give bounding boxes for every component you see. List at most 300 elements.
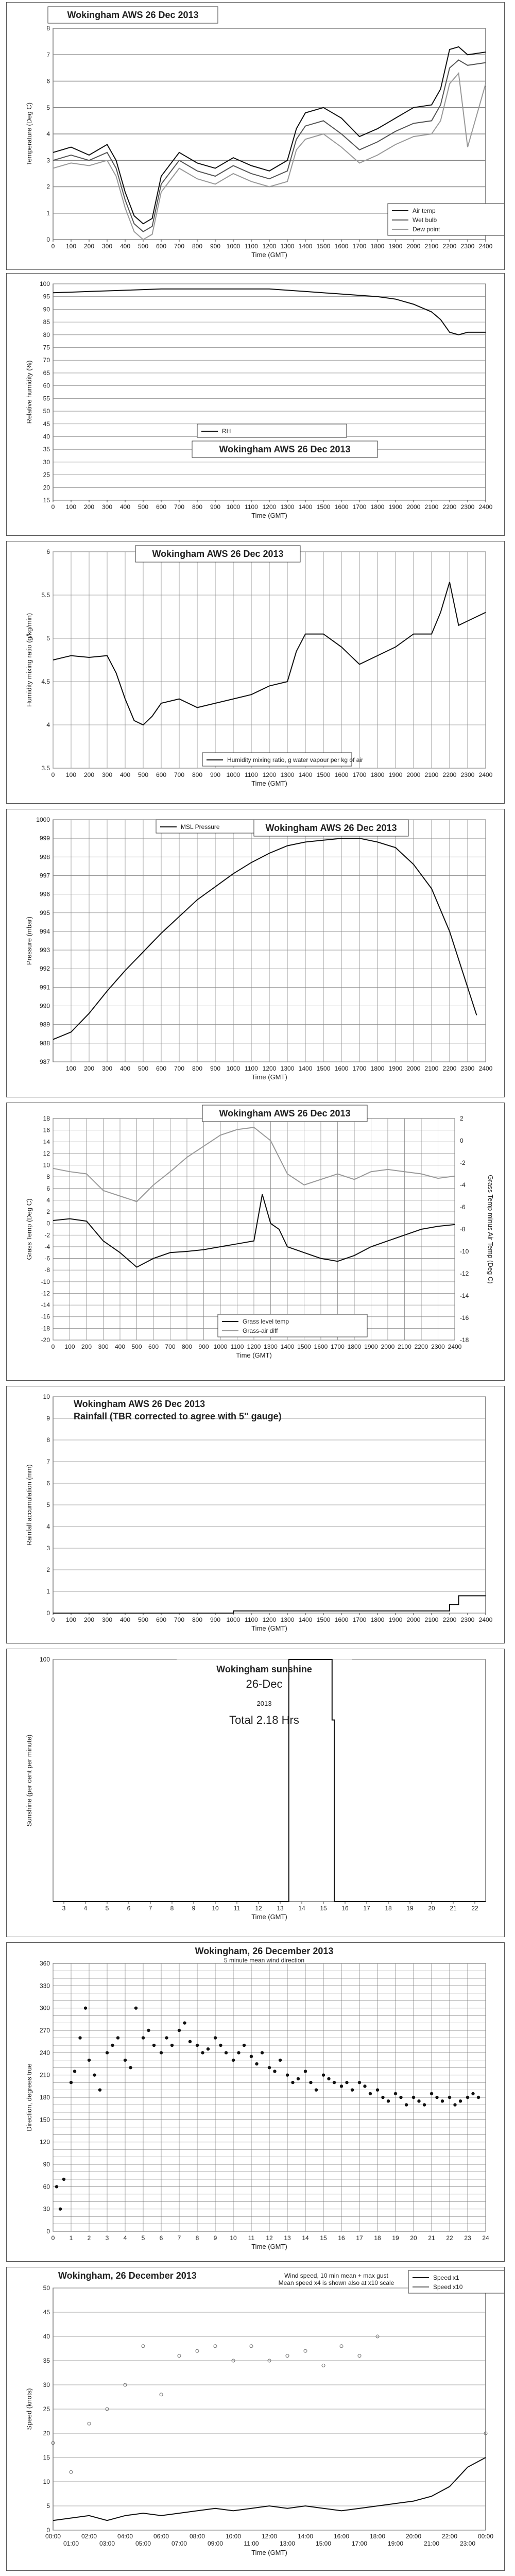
x-axis-label: Time (GMT) <box>251 251 287 259</box>
data-point <box>417 2099 420 2103</box>
y-tick-label: 4 <box>46 130 50 138</box>
legend-label: Dew point <box>413 226 440 233</box>
y-tick-label: 55 <box>43 395 50 402</box>
x-axis-label: Time (GMT) <box>251 1624 287 1632</box>
y-tick-label: 989 <box>39 1021 50 1028</box>
x-tick-label: 1000 <box>226 243 241 250</box>
y-tick-label: 6 <box>46 1184 50 1192</box>
data-point <box>214 2036 217 2039</box>
x-tick-label: 15:00 <box>315 2540 332 2547</box>
y-tick-label: 993 <box>39 946 50 954</box>
y2-tick-label: 2 <box>460 1115 464 1122</box>
x-tick-label: 16:00 <box>333 2533 350 2540</box>
legend-label: MSL Pressure <box>181 823 220 831</box>
x-tick-label: 16 <box>341 1905 349 1912</box>
x-tick-label: 3 <box>62 1905 66 1912</box>
x-tick-label: 0 <box>51 2234 55 2242</box>
legend-label: Speed x10 <box>433 2283 463 2291</box>
x-tick-label: 300 <box>101 243 113 250</box>
x-tick-label: 20 <box>428 1905 435 1912</box>
data-point <box>73 2070 76 2073</box>
x-tick-label: 13 <box>284 2234 291 2242</box>
data-point <box>207 2047 210 2050</box>
x-tick-label: 1300 <box>280 503 295 511</box>
x-tick-label: 2400 <box>478 1616 493 1623</box>
x-tick-label: 12 <box>266 2234 273 2242</box>
chart-title: Wokingham AWS 26 Dec 2013 <box>219 1108 351 1118</box>
y-tick-label: 5 <box>46 1501 50 1509</box>
data-point <box>268 2066 271 2069</box>
y-tick-label: 7 <box>46 51 50 59</box>
x-tick-label: 0 <box>51 243 55 250</box>
x-tick-label: 100 <box>64 1343 75 1350</box>
x-tick-label: 800 <box>192 771 203 778</box>
legend-box <box>197 424 347 437</box>
x-tick-label: 17 <box>356 2234 363 2242</box>
y2-tick-label: -6 <box>460 1204 466 1211</box>
mixing-ratio-chart <box>7 541 504 803</box>
y-tick-label: 20 <box>43 484 50 492</box>
x-axis-label: Time (GMT) <box>251 1913 287 1921</box>
data-point <box>88 2059 91 2062</box>
x-tick-label: 900 <box>198 1343 209 1350</box>
x-tick-label: 1100 <box>245 771 258 778</box>
y-tick-label: 16 <box>43 1126 50 1134</box>
data-point <box>286 2073 289 2076</box>
data-point <box>394 2092 397 2095</box>
x-tick-label: 1800 <box>370 1065 385 1072</box>
x-tick-label: 13:00 <box>279 2540 296 2547</box>
data-point <box>250 2055 253 2058</box>
x-tick-label: 15 <box>320 2234 327 2242</box>
y-tick-label: 6 <box>46 548 50 555</box>
data-point <box>225 2051 228 2054</box>
x-tick-label: 11 <box>233 1905 241 1912</box>
x-tick-label: 400 <box>119 503 131 511</box>
x-tick-label: 24 <box>482 2234 489 2242</box>
x-tick-label: 1600 <box>334 1065 349 1072</box>
pressure-chart-panel <box>6 809 505 1097</box>
x-tick-label: 600 <box>156 1065 167 1072</box>
x-tick-label: 5 <box>105 1905 109 1912</box>
x-tick-label: 600 <box>156 771 167 778</box>
x-axis-label: Time (GMT) <box>251 779 287 787</box>
x-tick-label: 20:00 <box>405 2533 422 2540</box>
x-tick-label: 10:00 <box>225 2533 242 2540</box>
x-tick-label: 200 <box>83 771 95 778</box>
x-tick-label: 1 <box>69 2234 73 2242</box>
x-tick-label: 2300 <box>431 1343 445 1350</box>
x-tick-label: 19 <box>406 1905 414 1912</box>
data-point <box>55 2185 58 2188</box>
x-axis-label: Time (GMT) <box>251 2243 287 2250</box>
data-point <box>309 2081 312 2084</box>
y2-tick-label: -2 <box>460 1159 466 1166</box>
x-tick-label: 2200 <box>442 771 457 778</box>
x-tick-label: 100 <box>65 1065 77 1072</box>
x-tick-label: 700 <box>165 1343 176 1350</box>
x-tick-label: 1300 <box>264 1343 278 1350</box>
x-tick-label: 23 <box>464 2234 471 2242</box>
x-tick-label: 19:00 <box>387 2540 404 2547</box>
y-tick-label: 4.5 <box>41 678 50 685</box>
data-point <box>93 2073 96 2076</box>
y-tick-label: 60 <box>43 382 50 389</box>
y-axis-label: Grass Temp (Deg C) <box>25 1198 33 1260</box>
x-tick-label: 500 <box>138 1065 149 1072</box>
x-tick-label: 1400 <box>298 503 313 511</box>
y-tick-label: 240 <box>39 2049 50 2057</box>
x-tick-label: 2000 <box>406 503 421 511</box>
x-tick-label: 1000 <box>226 771 241 778</box>
data-point <box>387 2099 390 2103</box>
data-point <box>84 2006 87 2009</box>
y-tick-label: 5 <box>46 104 50 111</box>
x-tick-label: 1400 <box>298 243 313 250</box>
y2-tick-label: -8 <box>460 1226 466 1233</box>
y-tick-label: 0 <box>46 2527 50 2534</box>
x-tick-label: 400 <box>119 1065 131 1072</box>
x-tick-label: 16 <box>338 2234 345 2242</box>
y-axis-label: Rainfall accumulation (mm) <box>25 1464 33 1546</box>
x-tick-label: 200 <box>83 503 95 511</box>
legend-label: Grass-air diff <box>243 1327 278 1334</box>
x-tick-label: 2100 <box>424 1616 439 1623</box>
y-tick-label: 996 <box>39 890 50 898</box>
x-tick-label: 1800 <box>370 503 385 511</box>
x-tick-label: 2000 <box>406 771 421 778</box>
x-tick-label: 04:00 <box>117 2533 133 2540</box>
x-tick-label: 1300 <box>280 1065 295 1072</box>
y-tick-label: -16 <box>41 1313 50 1320</box>
data-point <box>345 2081 348 2084</box>
data-point <box>471 2092 474 2095</box>
humidity-chart-panel <box>6 273 505 536</box>
x-tick-label: 01:00 <box>63 2540 79 2547</box>
legend-label: Wet bulb <box>413 216 437 224</box>
x-tick-label: 11 <box>248 2234 255 2242</box>
data-point <box>279 2059 282 2062</box>
data-point <box>59 2207 62 2210</box>
x-tick-label: 14:00 <box>297 2533 314 2540</box>
x-tick-label: 8 <box>195 2234 199 2242</box>
y-axis-label: Speed (knots) <box>25 2388 33 2430</box>
x-tick-label: 2000 <box>381 1343 395 1350</box>
x-tick-label: 1000 <box>213 1343 228 1350</box>
data-point <box>106 2051 109 2054</box>
data-point <box>466 2096 469 2099</box>
data-point <box>351 2088 354 2091</box>
legend-label: RH <box>222 428 231 435</box>
y-tick-label: 14 <box>43 1138 50 1146</box>
data-point <box>459 2099 462 2103</box>
x-tick-label: 2200 <box>442 243 457 250</box>
x-tick-label: 900 <box>210 1065 221 1072</box>
x-tick-label: 1100 <box>230 1343 244 1350</box>
x-tick-label: 200 <box>83 1616 95 1623</box>
x-tick-label: 1400 <box>280 1343 295 1350</box>
mixing-ratio-chart-panel <box>6 541 505 804</box>
x-tick-label: 11:00 <box>244 2540 259 2547</box>
x-tick-label: 1500 <box>316 1065 331 1072</box>
y-tick-label: 5.5 <box>41 591 50 599</box>
x-tick-label: 2200 <box>414 1343 428 1350</box>
pressure-chart <box>7 809 504 1097</box>
data-point <box>363 2084 366 2088</box>
y-tick-label: 1 <box>46 209 50 217</box>
x-tick-label: 09:00 <box>207 2540 224 2547</box>
data-point <box>273 2070 276 2073</box>
y-tick-label: 10 <box>43 1393 50 1400</box>
x-tick-label: 900 <box>210 771 221 778</box>
x-tick-label: 400 <box>119 771 131 778</box>
y-tick-label: 3 <box>46 157 50 164</box>
y-tick-label: -8 <box>44 1266 50 1274</box>
x-tick-label: 1600 <box>334 771 349 778</box>
x-tick-label: 800 <box>192 243 203 250</box>
wind-speed-chart-panel <box>6 2267 505 2571</box>
y-tick-label: 9 <box>46 1415 50 1422</box>
x-tick-label: 1800 <box>370 771 385 778</box>
data-point <box>232 2059 235 2062</box>
x-tick-label: 1800 <box>370 243 385 250</box>
data-point <box>70 2081 73 2084</box>
y-tick-label: 991 <box>39 984 50 991</box>
y-axis-label: Pressure (mbar) <box>25 917 33 965</box>
data-point <box>165 2036 168 2039</box>
wind-direction-chart-panel <box>6 1942 505 2262</box>
y-axis-label: Temperature (Deg C) <box>25 102 33 166</box>
y-tick-label: 25 <box>43 2405 50 2413</box>
y-tick-label: 0 <box>46 236 50 243</box>
wind-speed-chart <box>7 2267 504 2570</box>
y-tick-label: 999 <box>39 835 50 842</box>
y-tick-label: 995 <box>39 909 50 917</box>
x-tick-label: 7 <box>177 2234 181 2242</box>
x-axis-label: Time (GMT) <box>236 1351 272 1359</box>
x-tick-label: 500 <box>131 1343 142 1350</box>
y-tick-label: 0 <box>46 1219 50 1227</box>
y2-tick-label: -16 <box>460 1314 469 1321</box>
data-point <box>178 2029 181 2032</box>
y-tick-label: -2 <box>44 1231 50 1239</box>
x-tick-label: 18 <box>374 2234 381 2242</box>
x-tick-label: 700 <box>174 1065 185 1072</box>
x-tick-label: 2300 <box>460 1616 475 1623</box>
y-tick-label: 12 <box>43 1149 50 1157</box>
y-tick-label: 8 <box>46 1436 50 1444</box>
x-tick-label: 17 <box>363 1905 370 1912</box>
x-tick-label: 2400 <box>478 771 493 778</box>
x-tick-label: 1600 <box>334 503 349 511</box>
x-tick-label: 1600 <box>314 1343 328 1350</box>
x-tick-label: 1600 <box>334 243 349 250</box>
data-point <box>315 2088 318 2091</box>
x-tick-label: 200 <box>81 1343 92 1350</box>
x-tick-label: 1900 <box>388 1065 403 1072</box>
x-tick-label: 0 <box>51 503 55 511</box>
y2-axis-label: Grass Temp minus Air Temp (Deg C) <box>487 1175 494 1284</box>
legend-label: Air temp <box>413 207 436 214</box>
plot-area <box>53 284 486 500</box>
y2-tick-label: -10 <box>460 1248 469 1255</box>
data-point <box>441 2099 444 2103</box>
x-tick-label: 1100 <box>245 1065 258 1072</box>
temperature-chart <box>7 3 504 269</box>
x-tick-label: 03:00 <box>99 2540 115 2547</box>
y-axis-label: Humidity mixing ratio (g/kg/min) <box>25 613 33 707</box>
data-point <box>160 2051 163 2054</box>
x-tick-label: 08:00 <box>189 2533 205 2540</box>
y-tick-label: 90 <box>43 2161 50 2168</box>
data-point <box>412 2096 415 2099</box>
x-tick-label: 13 <box>277 1905 284 1912</box>
x-tick-label: 2300 <box>460 771 475 778</box>
x-tick-label: 6 <box>159 2234 163 2242</box>
y-tick-label: 0 <box>46 1609 50 1617</box>
x-tick-label: 700 <box>174 243 185 250</box>
x-tick-label: 1700 <box>352 243 367 250</box>
x-tick-label: 1000 <box>226 503 241 511</box>
data-point <box>129 2066 132 2069</box>
x-tick-label: 1200 <box>262 1616 277 1623</box>
x-tick-label: 21:00 <box>423 2540 440 2547</box>
x-tick-label: 2100 <box>424 771 439 778</box>
data-point <box>423 2103 426 2106</box>
x-tick-label: 2200 <box>442 1616 457 1623</box>
x-tick-label: 1100 <box>245 243 258 250</box>
y-tick-label: -4 <box>44 1243 50 1250</box>
chart-title: Wokingham, 26 December 2013 <box>195 1946 334 1956</box>
x-tick-label: 05:00 <box>135 2540 151 2547</box>
x-tick-label: 1100 <box>245 503 258 511</box>
sunshine-total: Total 2.18 Hrs <box>229 1714 299 1726</box>
x-tick-label: 1200 <box>262 503 277 511</box>
x-tick-label: 700 <box>174 503 185 511</box>
x-tick-label: 600 <box>156 503 167 511</box>
data-point <box>430 2092 433 2095</box>
chart-title: Wokingham AWS 26 Dec 2013 <box>265 823 397 833</box>
x-tick-label: 200 <box>83 1065 95 1072</box>
y-tick-label: 2 <box>46 1566 50 1573</box>
x-tick-label: 2400 <box>448 1343 462 1350</box>
y-tick-label: 100 <box>39 1656 50 1663</box>
x-tick-label: 2100 <box>398 1343 411 1350</box>
x-tick-label: 900 <box>210 503 221 511</box>
x-tick-label: 4 <box>83 1905 88 1912</box>
data-point <box>255 2062 258 2065</box>
x-tick-label: 22 <box>446 2234 453 2242</box>
data-point <box>333 2081 336 2084</box>
x-tick-label: 02:00 <box>81 2533 97 2540</box>
x-tick-label: 7 <box>148 1905 152 1912</box>
y-tick-label: 997 <box>39 872 50 879</box>
chart-title: Wokingham sunshine <box>216 1664 312 1674</box>
y-tick-label: 120 <box>39 2138 50 2146</box>
data-point <box>322 2073 325 2076</box>
x-tick-label: 1900 <box>364 1343 378 1350</box>
y-tick-label: 7 <box>46 1458 50 1465</box>
data-point <box>116 2036 119 2039</box>
y-tick-label: 85 <box>43 318 50 326</box>
x-tick-label: 10 <box>230 2234 237 2242</box>
y-tick-label: 50 <box>43 408 50 415</box>
chart-title: Wokingham AWS 26 Dec 2013 <box>67 10 199 20</box>
chart-subtitle: 5 minute mean wind direction <box>224 1957 305 1964</box>
x-tick-label: 22 <box>471 1905 478 1912</box>
x-tick-label: 1400 <box>298 1065 313 1072</box>
legend-label: Speed x1 <box>433 2274 459 2281</box>
x-tick-label: 2300 <box>460 1065 475 1072</box>
data-point <box>304 2070 307 2073</box>
y-tick-label: 60 <box>43 2183 50 2191</box>
x-tick-label: 2300 <box>460 243 475 250</box>
y-tick-label: 100 <box>39 280 50 287</box>
data-point <box>237 2051 240 2054</box>
x-tick-label: 1300 <box>280 243 295 250</box>
x-tick-label: 800 <box>181 1343 193 1350</box>
y-tick-label: 35 <box>43 446 50 453</box>
grass-temp-chart-panel <box>6 1103 505 1381</box>
chart-year: 2013 <box>256 1700 272 1707</box>
x-tick-label: 12:00 <box>261 2533 278 2540</box>
x-tick-label: 14 <box>298 1905 305 1912</box>
rainfall-chart-panel <box>6 1386 505 1643</box>
y-tick-label: 30 <box>43 2205 50 2213</box>
x-tick-label: 1800 <box>370 1616 385 1623</box>
x-tick-label: 15 <box>320 1905 327 1912</box>
data-point <box>327 2077 330 2080</box>
x-tick-label: 12 <box>255 1905 262 1912</box>
y-tick-label: 25 <box>43 471 50 479</box>
x-tick-label: 1500 <box>316 243 331 250</box>
chart-title: Wokingham, 26 December 2013 <box>58 2270 197 2281</box>
data-point <box>142 2036 145 2039</box>
y-tick-label: 6 <box>46 1480 50 1487</box>
data-point <box>376 2088 379 2091</box>
y-tick-label: 180 <box>39 2094 50 2101</box>
x-tick-label: 100 <box>65 503 77 511</box>
y-tick-label: -18 <box>41 1325 50 1332</box>
y-tick-label: -6 <box>44 1255 50 1262</box>
x-tick-label: 2400 <box>478 503 493 511</box>
y-tick-label: 2 <box>46 1208 50 1216</box>
data-point <box>291 2081 294 2084</box>
x-tick-label: 20 <box>410 2234 417 2242</box>
y-tick-label: 8 <box>46 25 50 32</box>
x-tick-label: 23:00 <box>459 2540 476 2547</box>
legend-label: Grass level temp <box>243 1318 289 1325</box>
y-tick-label: 1000 <box>36 816 50 823</box>
x-tick-label: 300 <box>101 1065 113 1072</box>
y2-tick-label: -14 <box>460 1292 469 1299</box>
data-point <box>170 2044 174 2047</box>
x-tick-label: 2100 <box>424 243 439 250</box>
x-tick-label: 1000 <box>226 1616 241 1623</box>
x-tick-label: 1200 <box>262 1065 277 1072</box>
x-tick-label: 1000 <box>226 1065 241 1072</box>
y-tick-label: 4 <box>46 1196 50 1204</box>
x-tick-label: 21 <box>450 1905 457 1912</box>
y2-tick-label: 0 <box>460 1137 464 1144</box>
y-axis-label: Direction, degrees true <box>25 2063 33 2131</box>
x-axis-label: Time (GMT) <box>251 512 287 519</box>
legend-label: Humidity mixing ratio, g water vapour per kg of air <box>227 756 364 764</box>
chart-subtitle-2: Mean speed x4 is shown also at x10 scale <box>278 2279 394 2286</box>
y-tick-label: 15 <box>43 2454 50 2461</box>
data-point <box>147 2029 150 2032</box>
x-tick-label: 2000 <box>406 243 421 250</box>
